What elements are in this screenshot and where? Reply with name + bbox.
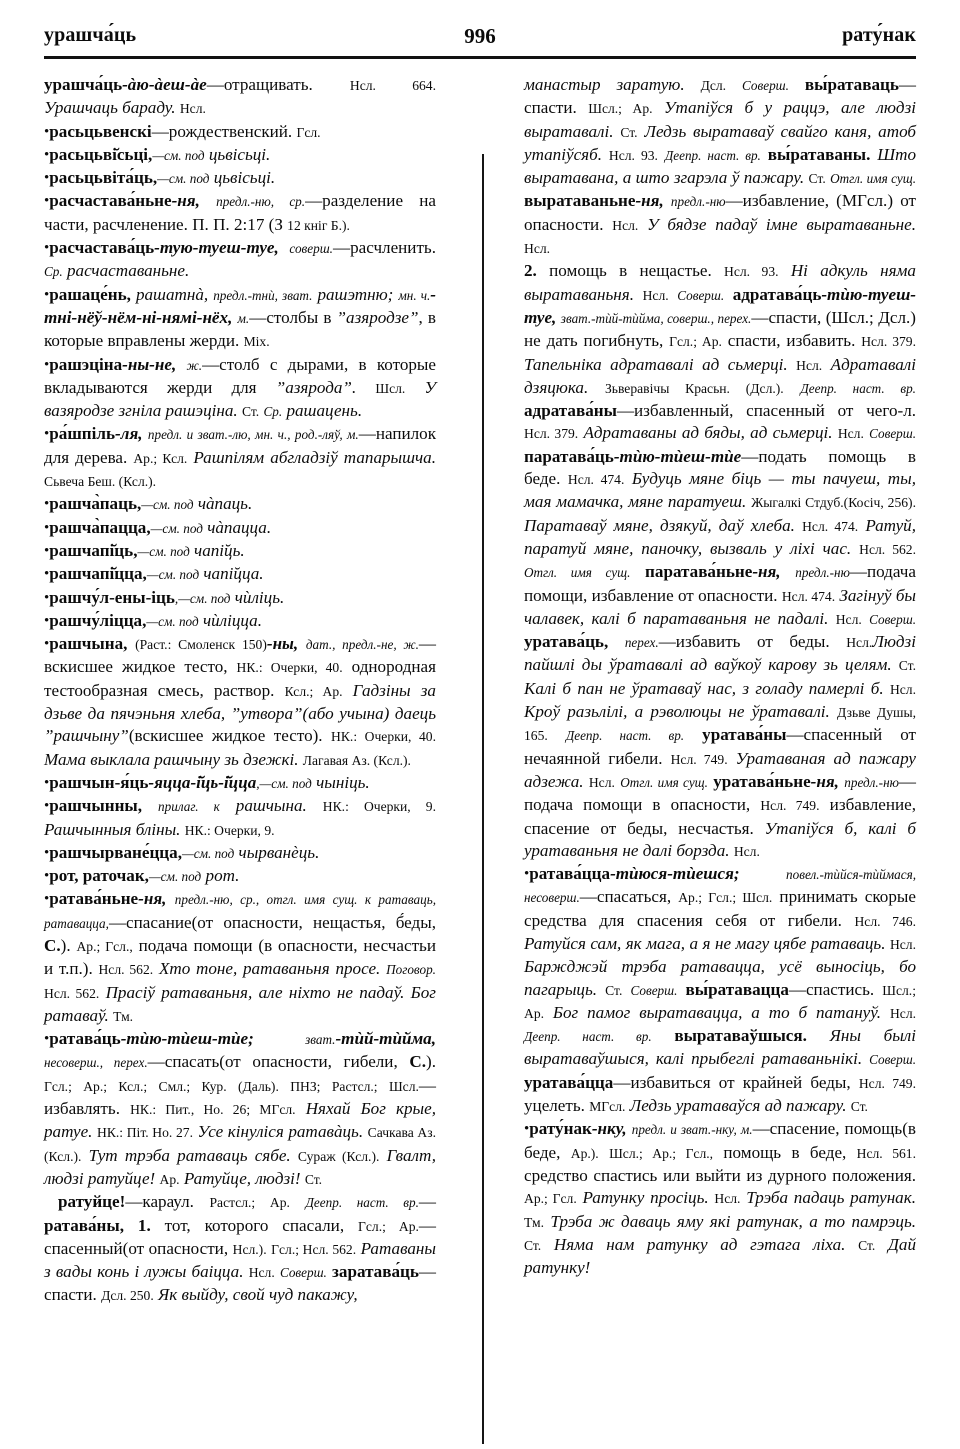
- entry-rascvitac: • расьцьвіта́ць,—см. под цьвісьці.: [44, 167, 436, 190]
- entry-raschapic: • рашчапі̆ць,—см. под чапі̆ць.: [44, 540, 436, 563]
- entry-ratavacca: • ратава́цца-тùюся-тùешся; повел.-тùйся-тùймася, несоверш.—спасаться, Ар.; Гсл.; Шсл. принимать скорые средства для спасения себя от гибели. Нсл. 746. Ратуйся сам, як мага, а я не магу цябе ратаваць. Нсл. Баржджэй трэба ратавацца, усё выносіць, бо пагарыць. Ст. Соверш. вы́ратавацца—спастись. Шсл.; Ар. Бог памог выратавацца, а то б патануў. Нсл. Деепр. наст. вр. выратаваўшыся. Яны былі выратаваўшыся, калі прыбеглі ратаваньнікі. Соверш. уратава́цца—избавиться от крайней беды, Нсл. 749. уцелеть. МГсл. Ледзь уратаваўся ад пажару. Ст.: [524, 863, 916, 1118]
- entry-raschyna: • рашчына, (Раст.: Смоленск 150)-ны, дат., предл.-не, ж.—вскисшее жидкое тесто, НК.: Очерки, 40. однородная тестообразная смесь, раствор. Ксл.; Ар. Гадзіны за дзьве да пячэньня хлеба, ”утвора”(або учына) даець ”рашчыну”(вскисшее жидкое тесто). НК.: Очерки, 40. Мама выклала рашчыну зь дзежкі. Лагавая Аз. (Ксл.).: [44, 633, 436, 772]
- entry-raschulicca: • рашчу́ліцца,—см. под чùліцца.: [44, 610, 436, 633]
- entry-raschyrvanecca: • рашчырване́цца,—см. под чырванѐць.: [44, 842, 436, 865]
- entry-raschul-eny-ic: • рашчу́л-ены-іць,—см. под чùліць.: [44, 587, 436, 610]
- entry-vyratavac-cont: манастыр заратую. Дсл. Соверш. вы́ратаваць—спасти. Шсл.; Ар. Утапіўся б у раццэ, але людзі выратавалі. Ст. Ледзь выратаваў свайго каня, атоб утапіўсяб. Нсл. 93. Деепр. наст. вр. вы́ратаваны. Што выратавана, а што згарэла ў пажару. Ст. Отгл. имя сущ. выратаваньне-ня, предл.-ню—избавление, (МГсл.) от опасности. Нсл. У бядзе падаў імне выратаваньне. Нсл.: [524, 75, 917, 257]
- entry-ratavanne: • ратава́ньне-ня, предл.-ню, ср., отгл. имя сущ. к ратаваць, ратавацца,—спасание(от опасности, нещастья, б́еды, С.). Ар.; Гсл., подача помощи (в опасности, несчастьи и т.п.). Нсл. 562. Хто тоне, ратаваньня просе. Поговор. Нсл. 562. Прасіў ратаваньня, але ніхто не падаў. Бог ратаваў. Тм.: [44, 888, 436, 1028]
- running-head-right-word: рату́нак: [842, 24, 916, 46]
- column-divider: [482, 154, 484, 1444]
- running-head-left-word: урашча́ць: [44, 24, 137, 46]
- entry-raschastavanne: • расчастава́ньне-ня, предл.-ню, ср.—разделение на части, расчленение. П. П. 2:17 (З 12 кніг Б.).: [44, 190, 436, 237]
- entry-rascvisci: • расьцьві̆сьці,—см. под цьвісьці.: [44, 144, 436, 167]
- entry-ratavac: • ратава́ць-тùю-тùеш-тùе; зват.-тùй-тùйма, несоверш., перех.—спасать(от опасности, гибели, С.). Гсл.; Ар.; Ксл.; Смл.; Кур. (Даль). ПНЗ; Растсл.; Шсл.—избавлять. НК.: Пит., Но. 26; МГсл. Няхай Бог крые, ратуе. НК.: Піт. Но. 27. Усе кінуліся ратавàць. Сачкава Аз. (Ксл.). Тут трэба ратаваць сябе. Сураж (Ксл.). Гвалт, людзі ратуйце! Ар. Ратуйце, людзі! Ст.: [44, 1028, 436, 1191]
- right-column: [524, 74, 916, 1279]
- entry-rot-ratochak: • рот, раточак,—см. под рот.: [44, 865, 436, 888]
- entry-urashchac: урашча́ць-àю-àеш-àе—отращивать. Нсл. 664. Урашчаць бараду. Нсл.: [44, 75, 436, 118]
- entry-rascvenski: • расьцьвенскі—рождественский. Гсл.: [44, 121, 436, 144]
- entry-rashacen: • рашаце́нь, рашатнà, предл.-тнù, зват. рашэтню; мн. ч.-тні-нёў-нём-ні-нямі-нёх, м.—столбы в ”азяродзе”, в которые вправлены жерди. Mix.: [44, 284, 436, 354]
- header-rule: [44, 56, 916, 59]
- entry-ratuyce: ратуйце!—караул. Растсл.; Ар. Деепр. наст. вр.—ратава́ны, 1. тот, которого спасали, Гсл.; Ар.—спасенный(от опасности, Нсл.). Гсл.; Нсл. 562. Ратаваны з вады конь і лужы баіцца. Нсл. Соверш. заратава́ць—спасти. Дсл. 250. Як выйду, свой чуд пакажу,: [44, 1192, 437, 1305]
- running-head: [44, 24, 916, 52]
- entry-raschapicca: • рашчапі̆цца,—см. под чапі̆цца.: [44, 563, 436, 586]
- entry-sense-2: 2. помощь в нещастье. Нсл. 93. Ні адкуль няма выратаваньня. Нсл. Соверш. адратава́ць-тùю-туеш-туе, зват.-тùй-тùйма, соверш., перех.—спасти, (Шсл.; Дсл.) не дать погибнуть, Гсл.; Ар. спасти, избавить. Нсл. 379. Тапельніка адратавалі ад сьмерці. Нсл. Адратавалі дзяцюка. Зьверавічы Красьн. (Дсл.). Деепр. наст. вр. адратава́ны—избавленный, спасенный от чего-л. Нсл. 379. Адратаваны ад бяды, ад сьмерці. Нсл. Соверш. паратава́ць-тùю-тùеш-тùе—подать помощь в беде. Нсл. 474. Будуць мяне біць — ты пачуеш, ты, мая мамачка, мяне паратуеш. Жыгалкі Стдуб.(Косіч, 256). Паратаваў мяне, дзякуй, даў хлеба. Нсл. 474. Ратуй, паратуй мяне, паночку, вызваль у ліхі час. Нсл. 562. Отгл. имя сущ. паратава́ньне-ня, предл.-ню—подача помощи, избавление от опасности. Нсл. 474. Загінуў бы чалавек, калі б паратаваньня не падалі. Нсл. Соверш. уратава́ць, перех.—избавить от беды. Нсл.Людзі пайшлі ды ўратавалі ад ваўкоў карову зь целям. Ст. Калі б пан не ўратаваў нас, з голаду памерлі б. Нсл. Кроў разьлілі, а рэволюцы не ўратавалі. Дзьве Душы, 165. Деепр. наст. вр. уратава́ны—спасенный от нечаянной гибели. Нсл. 749. Уратаваная ад пажару адзежа. Нсл. Отгл. имя сущ. уратава́ньне-ня, предл.-ню—подача помощи в опасности, Нсл. 749. избавление, спасение от беды, несчастья. Утапіўся б, калі б уратаваньня не далі борзда. Нсл.: [524, 261, 917, 860]
- entry-rashpil: • ра́шпіль-ля, предл. и зват.-лю, мн. ч., род.-ляў, м.—напилок для дерева. Ар.; Ксл. Рашпілям абгладзіў тапарышча. Сьвеча Беш. (Ксл.).: [44, 423, 436, 493]
- entry-raschastavac: • расчастава́ць-тую-туеш-туе, соверш.—расчленить. Ср. расчаставаньне.: [44, 237, 436, 284]
- columns-container: [0, 74, 960, 1404]
- entry-raschynny: • рашчынны, прилаг. к рашчына. НК.: Очерки, 9. Рашчынныя бліны. НК.: Очерки, 9.: [44, 795, 436, 842]
- page-number: 996: [464, 24, 496, 48]
- entry-raschapacca: • рашча̀пацца,—см. под чàпацца.: [44, 517, 436, 540]
- entry-raschapac: • рашча̀паць,—см. под чàпаць.: [44, 493, 436, 516]
- entry-ratunak: • рату́нак-нку, предл. и зват.-нку, м.—спасение, помощь(в беде, Ар.). Шсл.; Ар.; Гсл., помощь в беде, Нсл. 561. средство спастись или выйти из дурного положения. Ар.; Гсл. Ратунку просіць. Нсл. Трэба падаць ратунак. Тм. Трэба ж даваць яму які ратунак, а то памрэць. Ст. Няма нам ратунку ад гэтага ліха. Ст. Дай ратунку!: [524, 1118, 916, 1279]
- entry-raschyn-yac: • рашчын-я́ць-яцца-і̆ць-і̆цца,—см. под чыніць.: [44, 772, 436, 795]
- entry-rasheciina: • рашэціна-ны-не, ж.—столб с дырами, в которые вкладываются жерди для ”азярода”. Шсл. У вазяродзе згніла рашэціна. Ст. Ср. рашацень.: [44, 354, 436, 424]
- left-column: [44, 74, 436, 1308]
